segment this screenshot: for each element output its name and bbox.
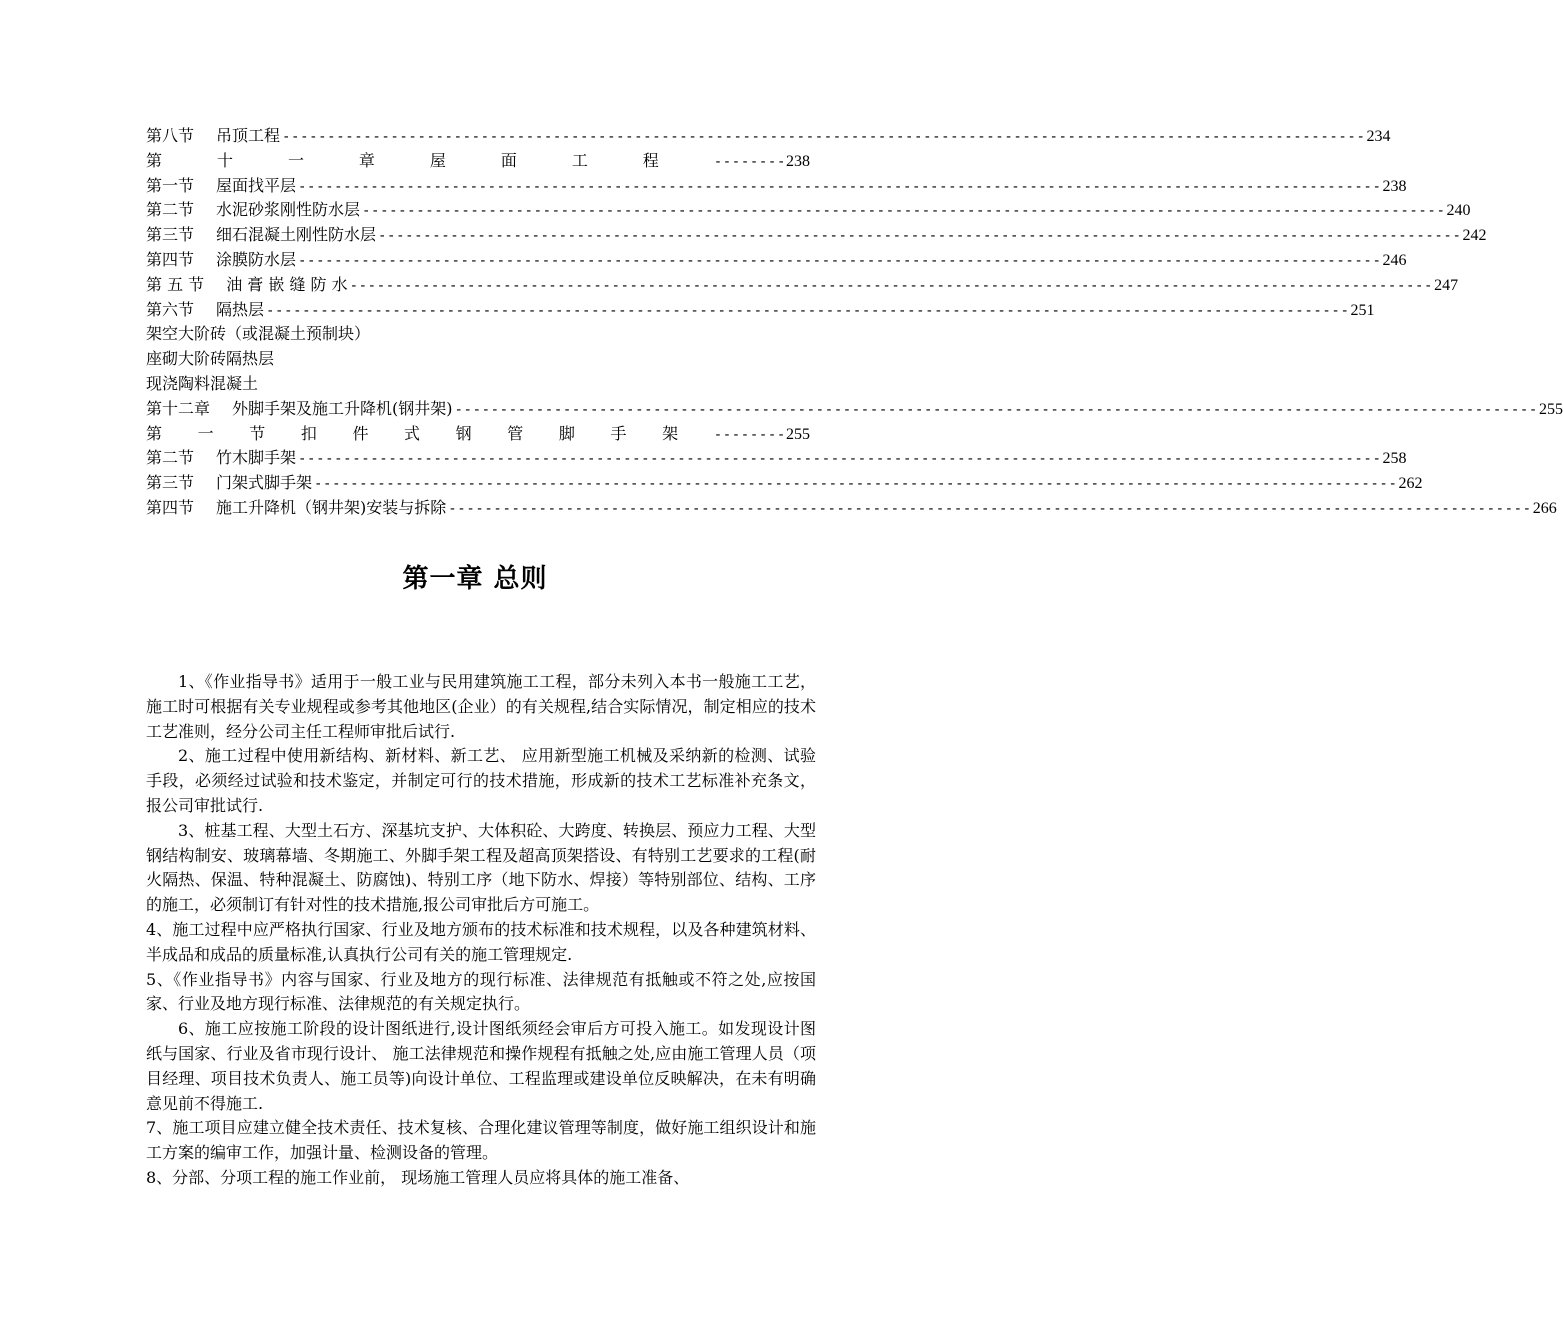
- toc-page-number: 234: [1366, 128, 1391, 145]
- toc-leader: ------------------------------------------------------------------------------------------------------------------------: [298, 451, 1382, 468]
- toc-entry-text: 架空大阶砖（或混凝土预制块）: [146, 324, 371, 344]
- toc-entry: [146, 446, 1407, 471]
- toc-section-label: 第十二章: [146, 398, 211, 418]
- toc-leader: ------------------------------------------------------------------------------------------------------------------------: [454, 401, 1538, 418]
- toc-section-title: 油 膏 嵌 缝 防 水: [226, 274, 348, 294]
- toc-page-number: 255: [785, 425, 810, 443]
- toc-section-title: 屋面找平层: [216, 175, 297, 195]
- toc-page-number: 266: [1532, 499, 1557, 517]
- toc-section-label: 第一节: [146, 175, 195, 195]
- toc-entry-char: 脚: [558, 423, 575, 443]
- body-paragraph: 7、施工项目应建立健全技术责任、技术复核、合理化建议管理等制度，做好施工组织设计和施工方案的编审工作，加强计量、检测设备的管理。: [146, 1118, 816, 1163]
- toc-page-number: 251: [1350, 301, 1375, 319]
- toc-entry-char: 十: [216, 150, 233, 170]
- toc-leader: --------: [713, 153, 786, 170]
- toc-entry-char: 节: [249, 423, 266, 443]
- toc-entry-char: 第: [146, 423, 163, 443]
- chapter-heading: 第一章 总则: [402, 564, 548, 594]
- toc-entry-char: 式: [404, 423, 421, 443]
- toc-entry-char: 架: [662, 423, 679, 443]
- toc-section-label: 第六节: [146, 299, 195, 319]
- toc-section-title: 细石混凝土刚性防水层: [216, 225, 377, 245]
- toc-page-number: 238: [1382, 177, 1407, 195]
- toc-entry-char: 钢: [455, 423, 472, 443]
- toc-leader: ------------------------------------------------------------------------------------------------------------------------: [298, 178, 1382, 195]
- body-paragraph: 2、施工过程中使用新结构、新材料、新工艺、 应用新型施工机械及采纳新的检测、试验手段，必须经过试验和技术鉴定，并制定可行的技术措施，形成新的技术工艺标准补充条文，报公司审批试行.: [146, 746, 816, 815]
- toc-section-label: 第三节: [146, 225, 195, 245]
- toc-section-title: 外脚手架及施工升降机(钢井架): [232, 398, 453, 418]
- toc-leader: ------------------------------------------------------------------------------------------------------------------------: [314, 476, 1398, 493]
- toc-entry-char: 屋: [429, 150, 446, 170]
- toc-entry-char: 工: [571, 150, 588, 170]
- toc-section-label: 第 五 节: [146, 274, 205, 294]
- toc-section-label: 第二节: [146, 448, 195, 468]
- body-paragraph: 1、《作业指导书》适用于一般工业与民用建筑施工工程，部分未列入本书一般施工工艺，施工时可根据有关专业规程或参考其他地区(企业）的有关规程,结合实际情况，制定相应的技术工艺准则，经分公司主任工程师审批后试行.: [146, 672, 816, 741]
- toc-entry: [146, 124, 1391, 149]
- toc-entry-text: 座砌大阶砖隔热层: [146, 349, 275, 369]
- toc-leader: ------------------------------------------------------------------------------------------------------------------------: [266, 302, 1350, 319]
- toc-section-title: 施工升降机（钢井架)安装与拆除: [216, 497, 447, 517]
- toc-entry-char: 一: [197, 423, 214, 443]
- toc-entry: [146, 223, 1487, 248]
- toc-page-number: 242: [1462, 227, 1487, 245]
- body-paragraph: 8、分部、分项工程的施工作业前， 现场施工管理人员应将具体的施工准备、: [146, 1167, 690, 1187]
- toc-entry-tail: [714, 150, 810, 175]
- toc-section-title: 吊顶工程: [216, 126, 281, 145]
- toc-entry-char: 面: [500, 150, 517, 170]
- toc-section-label: 第八节: [146, 126, 195, 145]
- toc-section-label: 第二节: [146, 200, 195, 220]
- toc-entry-char: 管: [507, 423, 524, 443]
- body-paragraph: 3、桩基工程、大型土石方、深基坑支护、大体积砼、大跨度、转换层、预应力工程、大型钢结构制安、玻璃幕墙、冬期施工、外脚手架工程及超高顶架搭设、有特别工艺要求的工程(耐火隔热、保温、特种混凝土、防腐蚀)、特别工序（地下防水、焊接）等特别部位、结构、工序的施工，必须制订有针对性的技术措施,报公司审批后方可施工。: [146, 820, 816, 915]
- body-paragraph: 4、施工过程中应严格执行国家、行业及地方颁布的技术标准和技术规程，以及各种建筑材料、半成品和成品的质量标准,认真执行公司有关的施工管理规定.: [146, 919, 816, 964]
- toc-leader: ------------------------------------------------------------------------------------------------------------------------: [378, 228, 1462, 245]
- toc-entry: [146, 422, 810, 447]
- toc-entry: [146, 322, 810, 347]
- toc-leader: ------------------------------------------------------------------------------------------------------------------------: [298, 252, 1382, 269]
- toc-section-title: 隔热层: [216, 299, 265, 319]
- toc-entry: [146, 149, 810, 174]
- toc-entry: [146, 347, 810, 372]
- toc-page-number: 255: [1538, 400, 1563, 418]
- toc-page-number: 238: [785, 152, 810, 170]
- table-of-contents: [146, 124, 1563, 521]
- toc-entry: [146, 198, 1471, 223]
- toc-entry: [146, 397, 1563, 422]
- toc-section-title: 涂膜防水层: [216, 249, 297, 269]
- toc-entry-char: 第: [146, 150, 163, 170]
- toc-page-number: 247: [1434, 276, 1459, 294]
- toc-section-label: 第四节: [146, 249, 195, 269]
- toc-entry: [146, 372, 810, 397]
- toc-section-label: 第四节: [146, 497, 195, 517]
- toc-leader: ------------------------------------------------------------------------------------------------------------------------: [349, 277, 1434, 294]
- toc-section-label: 第三节: [146, 473, 195, 493]
- toc-entry: [146, 174, 1407, 199]
- toc-page-number: 240: [1446, 202, 1471, 220]
- toc-entry-char: 一: [287, 150, 304, 170]
- toc-page-number: 262: [1398, 475, 1423, 493]
- body-paragraph: 5、《作业指导书》内容与国家、行业及地方的现行标准、法律规范有抵触或不符之处,应按国家、行业及地方现行标准、法律规范的有关规定执行。: [146, 969, 816, 1014]
- toc-page-number: 246: [1382, 251, 1407, 269]
- toc-leader: ------------------------------------------------------------------------------------------------------------------------: [362, 203, 1446, 220]
- toc-entry-tail: [714, 423, 810, 448]
- toc-leader: ------------------------------------------------------------------------------------------------------------------------: [282, 129, 1366, 145]
- toc-entry-char: 扣: [300, 423, 317, 443]
- toc-section-title: 门架式脚手架: [216, 473, 313, 493]
- toc-entry: [146, 248, 1407, 273]
- toc-entry-char: 手: [610, 423, 627, 443]
- toc-section-title: 水泥砂浆刚性防水层: [216, 200, 361, 220]
- chapter-body: [146, 670, 816, 1191]
- toc-entry: [146, 298, 1375, 323]
- toc-entry-text: 现浇陶料混凝土: [146, 373, 259, 393]
- toc-leader: ------------------------------------------------------------------------------------------------------------------------: [448, 500, 1532, 517]
- toc-section-title: 竹木脚手架: [216, 448, 297, 468]
- toc-entry: [146, 471, 1423, 496]
- body-paragraph: 6、施工应按施工阶段的设计图纸进行,设计图纸须经会审后方可投入施工。如发现设计图纸与国家、行业及省市现行设计、 施工法律规范和操作规程有抵触之处,应由施工管理人员（项目经理、项目技术负责人、施工员等)向设计单位、工程监理或建设单位反映解决，在未有明确意见前不得施工.: [146, 1019, 816, 1113]
- toc-page-number: 258: [1382, 450, 1407, 468]
- toc-entry-char: 程: [642, 150, 659, 170]
- toc-entry-char: 件: [352, 423, 369, 443]
- toc-entry: [146, 496, 1557, 521]
- toc-entry: [146, 273, 1459, 298]
- toc-leader: --------: [713, 426, 786, 443]
- toc-entry-char: 章: [358, 150, 375, 170]
